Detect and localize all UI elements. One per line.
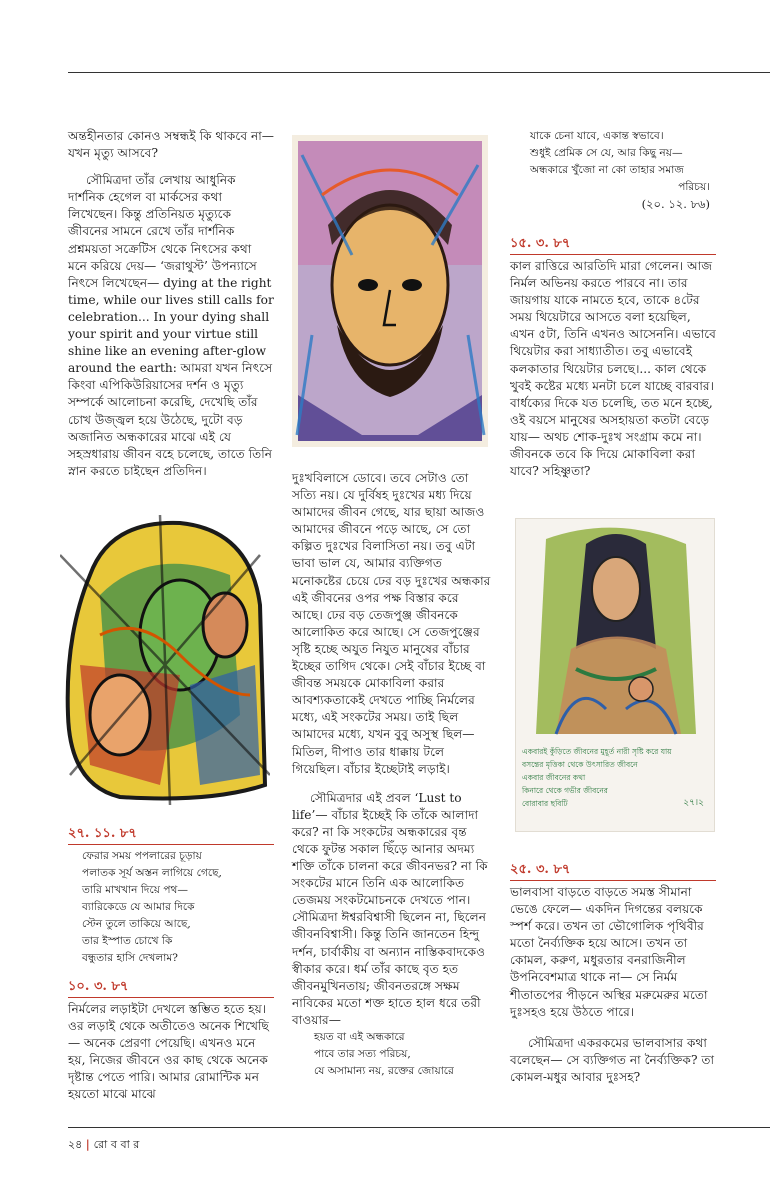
paragraph: সৌমিত্রদা তাঁর লেখায় আধুনিক দার্শনিক হেগেল বা মার্কসের কথা লিখেছেন। কিন্তু প্রতিনিয়ত মৃত্যুকে জীবনের সামনে রেখে তাঁর দার্শনিক প্রশ্নময়তা সক্রেটিস থেকে নিৎসের কথা মনে করিয়ে দেয়— ‘জরাথুস্ট’ উপন্যাসে নিৎসে লিখেছেন— dying at the right time, while our lives still calls for celebration... In your dying shall your spirit and your virtue still shine like an evening after-glow around the earth: আমরা যখন নিৎসে কিংবা এপিকিউরিয়াসের দর্শন ও মৃত্যু সম্পর্কে আলোচনা করেছি, দেখেছি তাঁর চোখ উজ্জ্বল হয়ে উঠেছে, দুটো বড় অজানিত অন্ধকারের মাঝে এই যে সহস্রধারায় জীবন বহে চলেছে, তাতে তিনি স্নান করতে চাইছেন প্রতিদিন।	[68, 173, 274, 478]
paragraph: সৌমিত্রদা একরকমের ভালবাসার কথা বলেছেন— সে ব্যক্তিগত না নৈর্ব্যক্তিক? তা কোমল-মধুর আবার দুঃসহ?	[510, 1035, 715, 1084]
column-1	[68, 128, 274, 480]
handwritten-caption: একবারই কুঁড়িতে জীবনের মুহূর্ত নারী সৃষ্টি করে যায় বসন্তের মৃত্তিকা থেকে উৎসারিত জীবনে একবার জীবনের কথা কিনারে থেকে গভীর জীবনের বোরাবার ছবিটি	[522, 747, 672, 808]
page-footer	[68, 1136, 139, 1155]
poem-date: (২০. ১২. ৮৬)	[641, 197, 710, 211]
magazine-name: রো ব বা র	[93, 1138, 140, 1151]
column-2	[292, 470, 492, 1080]
diary-date: ১০. ৩. ৮৭	[68, 979, 129, 994]
poem: যাকে চেনা যাবে, একান্ত স্বভাবে। শুধুই প্রেমিক সে যে, আর কিছু নয়— অন্ধকারে খুঁজো না কো তাহার সমাজ	[530, 130, 684, 176]
poem: ফেরার সময় পপলারের চূড়ায় পলাতক সূর্য অস্তন লাগিয়ে গেছে, তারি মাখখান দিয়ে পথ— ব্যারিকেডে যে আমার দিকে স্টেন তুলে তাকিয়ে আছে, তার ইস্পাত চোখে কি বন্ধুতার হাসি দেখলাম?	[82, 850, 222, 964]
page-number: ২৪	[68, 1138, 83, 1151]
footer-separator: |	[85, 1138, 94, 1151]
seated-woman-sketch	[515, 518, 715, 832]
column-3-lower	[510, 861, 716, 1086]
column-1-lower	[68, 825, 274, 1104]
abstract-faces-painting	[60, 515, 270, 805]
paragraph: অন্তহীনতার কোনও সম্বন্ধই কি থাকবে না— যখন মৃত্যু আসবে?	[68, 129, 274, 161]
column-3-top	[510, 128, 710, 213]
column-3	[510, 235, 716, 480]
paragraph: কাল রাত্তিরে আরতিদি মারা গেলেন। আজ নির্মল অভিনয় করতে পারবে না। তার জায়গায় যাকে নামতে হবে, তাকে ৪টের সময় থিয়েটারে আসতে বলা হয়েছিল, এখন ৫টা, তিনি এখনও আসেননি। এভাবে থিয়েটার করা সাধ্যাতীত। তবু এভাবেই কলকাতার থিয়েটার চলছে।... কাল থেকে খুবই কষ্টের মধ্যে মনটা চলে যাচ্ছে বারবার। বার্ধক্যের দিকে যত চলেছি, তত মনে হচ্ছে, ওই বয়সে মানুষের অসহায়তা কতটা বেড়ে যায়— অথচ শোক-দুঃখ সংগ্রাম কমে না। জীবনকে তবে কি দিয়ে মোকাবিলা করা যাবে? সহিষ্ণুতা?	[510, 259, 716, 479]
bottom-rule	[68, 1127, 770, 1128]
top-rule	[68, 72, 770, 73]
diary-date: ২৫. ৩. ৮৭	[510, 862, 571, 877]
poem-end: পরিচয়।	[678, 181, 710, 193]
paragraph: নির্মলের লড়াইটা দেখলে স্তম্ভিত হতে হয়। ওর লড়াই থেকে অতীতেও অনেক শিখেছি— অনেক প্রেরণা পেয়েছি। এখনও মনে হয়, নিজের জীবনে ওর কাছ থেকে অনেক দৃষ্টান্ত পেতে পারি। আমার রোমান্টিক মন হয়তো মাঝে মাঝে	[68, 1002, 269, 1102]
paragraph: সৌমিত্রদার এই প্রবল ‘Lust to life’— বাঁচার ইচ্ছেই কি তাঁকে আলাদা করে? না কি সংকটের অন্ধকারের বৃন্ত থেকে ফুটন্ত সকাল ছিঁড়ে আনার অদম্য শক্তি তাঁকে চালনা করে জীবনভর? না কি সংকটের মানে তিনি এক আলোকিত তেজময় সংকটমোচনকে দেখতে পান। সৌমিত্রদা ঈশ্বরবিশ্বাসী ছিলেন না, ছিলেন জীবনবিশ্বাসী। কিন্তু তিনি জানতেন হিন্দু দর্শন, চার্বাকীয় বা অন্যান নাস্তিকবাদকেও স্বীকার করে। ধর্ম তাঁর কাছে বৃত হত জীবনমুখিনতায়; জীবনতরঙ্গে সক্ষম নাবিকের মতো শক্ত হাতে হাল ধরে তরী বাওয়ার—	[292, 790, 488, 1027]
paragraph: দুঃখবিলাসে ডোবে। তবে সেটাও তো সত্যি নয়। যে দুর্বিষহ দুঃখের মধ্য দিয়ে আমাদের জীবন গেছে, যার ছায়া আজও আমাদের জীবনে পড়ে আছে, সে তো কল্পিত দুঃখের বিলাসিতা নয়। তবু এটা ভাবা ভাল যে, আমার ব্যক্তিগত মনোকষ্টের চেয়ে ঢের বড় দুঃখের অন্ধকার এই জীবনের ওপর পক্ষ বিস্তার করে আছে। ঢের বড় তেজপুঞ্জ জীবনকে আলোকিত করে আছে। সে তেজপুঞ্জের সৃষ্টি হচ্ছে অযুত নিযুত মানুষের বাঁচার ইচ্ছের তাগিদ থেকে। সেই বাঁচার ইচ্ছে বা জীবন্ত সময়কে মোকাবিলা করার আবশ্যকতাকেই দেখতে পাচ্ছি নির্মলের মধ্যে, এই সংকটের সময়। তাই ছিল আমাদের মধ্যে, যখন বুবু অসুস্থ ছিল— মিতিল, দীপাও তার ধাক্কায় টলে গিয়েছিল। বাঁচার ইচ্ছেটাই লড়াই।	[292, 471, 491, 776]
diary-date: ২৭. ১১. ৮৭	[68, 826, 137, 841]
handwritten-number: ২৭।২	[683, 798, 704, 808]
poem: হয়ত বা এই অন্ধকারে পাবে তার সত্য পরিচয়, যে অসামান্য নয়, রক্তের জোয়ারে	[314, 1031, 454, 1077]
paragraph: ভালবাসা বাড়তে বাড়তে সমস্ত সীমানা ভেঙে ফেলে— একদিন দিগন্তের বলয়কে স্পর্শ করে। তখন তা ভৌগোলিক পৃথিবীর মতো নৈর্ব্যক্তিক হয়ে আসে। তখন তা কোমল, করুণ, মধুরতার বনরাজিনীল উপনিবেশমাত্র থাকে না— সে নির্মম শীতাতপের পীড়নে অস্থির মরুমেরুর মতো দুঃসহও হয়ে উঠতে পারে।	[510, 885, 708, 1019]
bearded-man-sketch	[292, 135, 488, 447]
diary-date: ১৫. ৩. ৮৭	[510, 236, 571, 251]
